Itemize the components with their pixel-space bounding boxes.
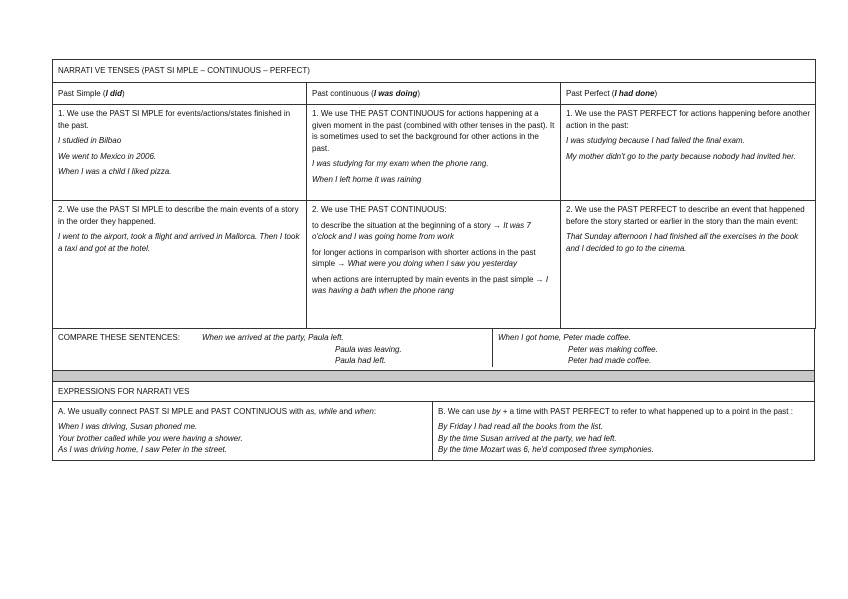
example-text: That Sunday afternoon I had finished all the exercises in the book and I decided to go to the cinema.	[566, 232, 799, 253]
col-example: I was doing	[373, 88, 418, 98]
section-divider	[52, 371, 815, 382]
example-text: I went to the airport, took a flight and arrived in Mallorca. Then I took a taxi and got at the hotel.	[58, 232, 300, 253]
example-text: It was 7 o'clock and I was going home from work	[312, 220, 531, 241]
compare-sentence: When I got home, Peter made coffee.	[498, 333, 631, 342]
expressions-row	[52, 402, 815, 461]
title-text: NARRATI VE TENSES (PAST SI MPLE – CONTINUOUS – PERFECT)	[58, 66, 310, 75]
intro-text: B. We can use	[438, 406, 493, 416]
col-close: )	[654, 88, 658, 98]
rule-text: 1. We use the PAST SI MPLE for events/actions/states finished in the past.	[58, 109, 291, 130]
compare-right	[493, 329, 814, 370]
col-example: I did	[105, 88, 123, 98]
page-title	[53, 60, 816, 83]
col-close: )	[417, 88, 421, 98]
intro-text: A. We usually connect PAST SI MPLE and PAST CONTINUOUS with	[58, 406, 306, 416]
example-text: We went to Mexico in 2006.	[58, 151, 157, 161]
cell-continuous-2	[307, 201, 561, 329]
narrative-tenses-sheet	[52, 59, 815, 461]
example-text: I studied in Bilbao	[58, 136, 122, 145]
cell-continuous-1	[307, 105, 561, 201]
compare-left	[53, 329, 493, 367]
compare-sentence: Peter had made coffee.	[568, 356, 652, 365]
intro-text: :	[373, 406, 377, 416]
rule-text: 1. We use THE PAST CONTINUOUS for actions happening at a given moment in the past (combined with other tenses in the past). It is sometimes used to set the background for other actions in the past.	[312, 109, 555, 153]
example-text: I was having a bath when the phone rang	[312, 274, 549, 295]
keyword: when	[354, 406, 374, 416]
intro-text: and	[336, 406, 355, 416]
expressions-b	[433, 402, 814, 460]
example-text: When I was driving, Susan phoned me.	[58, 422, 198, 431]
col-label: Past Simple (	[58, 88, 106, 98]
rule-text: 2. We use the PAST PERFECT to describe an event that happened before the story started or earlier in the story than the main event:	[566, 205, 805, 226]
tenses-table	[52, 59, 816, 329]
example-text: What were you doing when I saw you yesterday	[347, 259, 517, 268]
expressions-a-intro	[58, 406, 427, 418]
col-example: I had done	[614, 88, 655, 98]
col-close: )	[122, 88, 125, 98]
example-text: I was studying because I had failed the final exam.	[566, 136, 745, 145]
cell-simple-1	[53, 105, 307, 201]
col-header-past-continuous	[307, 82, 561, 105]
keyword: by	[492, 406, 501, 416]
example-text: Your brother called while you were having a shower.	[58, 433, 243, 443]
col-header-past-simple	[53, 82, 307, 105]
col-label: Past continuous (	[312, 88, 374, 98]
example-text: When I left home it was raining	[312, 174, 422, 184]
example-text: When I was a child I liked pizza.	[58, 167, 172, 176]
keyword: as, while	[305, 406, 337, 416]
use-text: when actions are interrupted by main events in the past simple →	[312, 274, 546, 284]
example-text: I was studying for my exam when the phone rang.	[312, 159, 489, 168]
use-text: for longer actions in comparison with shorter actions in the past simple →	[312, 247, 536, 268]
example-text: By the time Susan arrived at the party, we had left.	[438, 433, 617, 443]
cell-simple-2	[53, 201, 307, 329]
rule-text: 2. We use THE PAST CONTINUOUS:	[312, 205, 447, 214]
expressions-b-intro	[438, 406, 809, 418]
rule-text: 2. We use the PAST SI MPLE to describe the main events of a story in the order they happened.	[58, 205, 299, 226]
compare-sentence: Peter was making coffee.	[568, 344, 658, 354]
col-header-past-perfect	[561, 82, 816, 105]
example-text: As I was driving home, I saw Peter in the street.	[58, 445, 227, 454]
use-item-3	[312, 274, 555, 297]
intro-text: + a time with PAST PERFECT to refer to what happened up to a point in the past :	[500, 406, 793, 416]
compare-sentence: When we arrived at the party, Paula left.	[201, 333, 344, 342]
use-text: to describe the situation at the beginning of a story →	[312, 220, 504, 230]
expressions-title-text: EXPRESSIONS FOR NARRATI VES	[58, 386, 190, 396]
compare-sentence: Paula was leaving.	[335, 344, 402, 354]
example-text: By Friday I had read all the books from the list.	[438, 422, 603, 431]
compare-label: COMPARE THESE SENTENCES:	[58, 333, 180, 342]
use-item-1	[312, 220, 555, 243]
use-item-2	[312, 247, 555, 270]
compare-sentence: Paula had left.	[335, 356, 387, 365]
example-text: My mother didn't go to the party because nobody had invited her.	[566, 151, 796, 161]
expressions-a	[53, 402, 433, 460]
col-label: Past Perfect (	[566, 88, 615, 98]
expressions-title	[52, 382, 815, 402]
compare-row	[52, 329, 815, 371]
cell-perfect-1	[561, 105, 816, 201]
example-text: By the time Mozart was 6, he'd composed three symphonies.	[438, 445, 654, 454]
cell-perfect-2	[561, 201, 816, 329]
rule-text: 1. We use the PAST PERFECT for actions happening before another action in the past:	[566, 109, 810, 130]
